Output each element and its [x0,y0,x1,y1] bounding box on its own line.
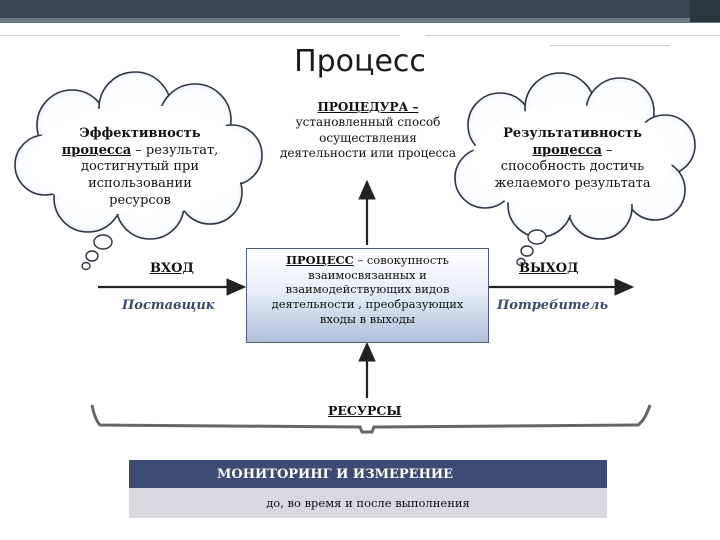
process-text-line: – совокупность [353,253,449,267]
process-heading: ПРОЦЕСС [286,253,354,267]
efficacy-text-line: желаемого результата [494,175,651,191]
process-text-line: взаимосвязанных и [308,267,427,282]
monitoring-title: МОНИТОРИНГ И ИЗМЕРЕНИЕ [217,467,454,482]
monitoring-header [129,460,607,488]
procedure-heading: ПРОЦЕДУРА – [317,100,419,114]
process-box [246,248,489,343]
efficacy-text-line: – [601,142,613,158]
procedure-line: установленный способ [295,115,441,130]
procedure-text [268,100,468,161]
output-label: ВЫХОД [519,261,579,276]
monitoring-body [129,488,607,518]
effectiveness-title: Эффективность [79,126,201,141]
supplier-label: Поставщик [122,298,215,313]
effectiveness-text [45,126,235,209]
efficacy-text [470,126,675,193]
effectiveness-cloud-tail [82,235,112,270]
effectiveness-text-line: достигнутый при [80,159,200,175]
effectiveness-term: процесса [61,142,132,158]
procedure-line: деятельности или процесса [279,146,457,161]
effectiveness-text-line: использовании [88,175,192,191]
efficacy-title: Результативность [503,126,642,141]
monitoring-subtext: до, во время и после выполнения [266,496,470,510]
process-text [247,249,488,327]
efficacy-term: процесса [532,142,602,158]
consumer-label: Потребитель [497,298,609,313]
process-text-line: деятельности , преобразующих [271,297,464,312]
procedure-line: осуществления [319,130,417,145]
process-text-line: взаимодействующих видов [285,282,450,297]
efficacy-text-line: способность достичь [500,159,645,175]
effectiveness-text-line: – результат, [131,142,219,158]
input-label: ВХОД [150,261,194,276]
resources-label: РЕСУРСЫ [328,403,402,418]
process-text-line: входы в выходы [319,311,416,326]
page-title: Процесс [294,44,426,79]
effectiveness-text-line: ресурсов [109,192,171,208]
